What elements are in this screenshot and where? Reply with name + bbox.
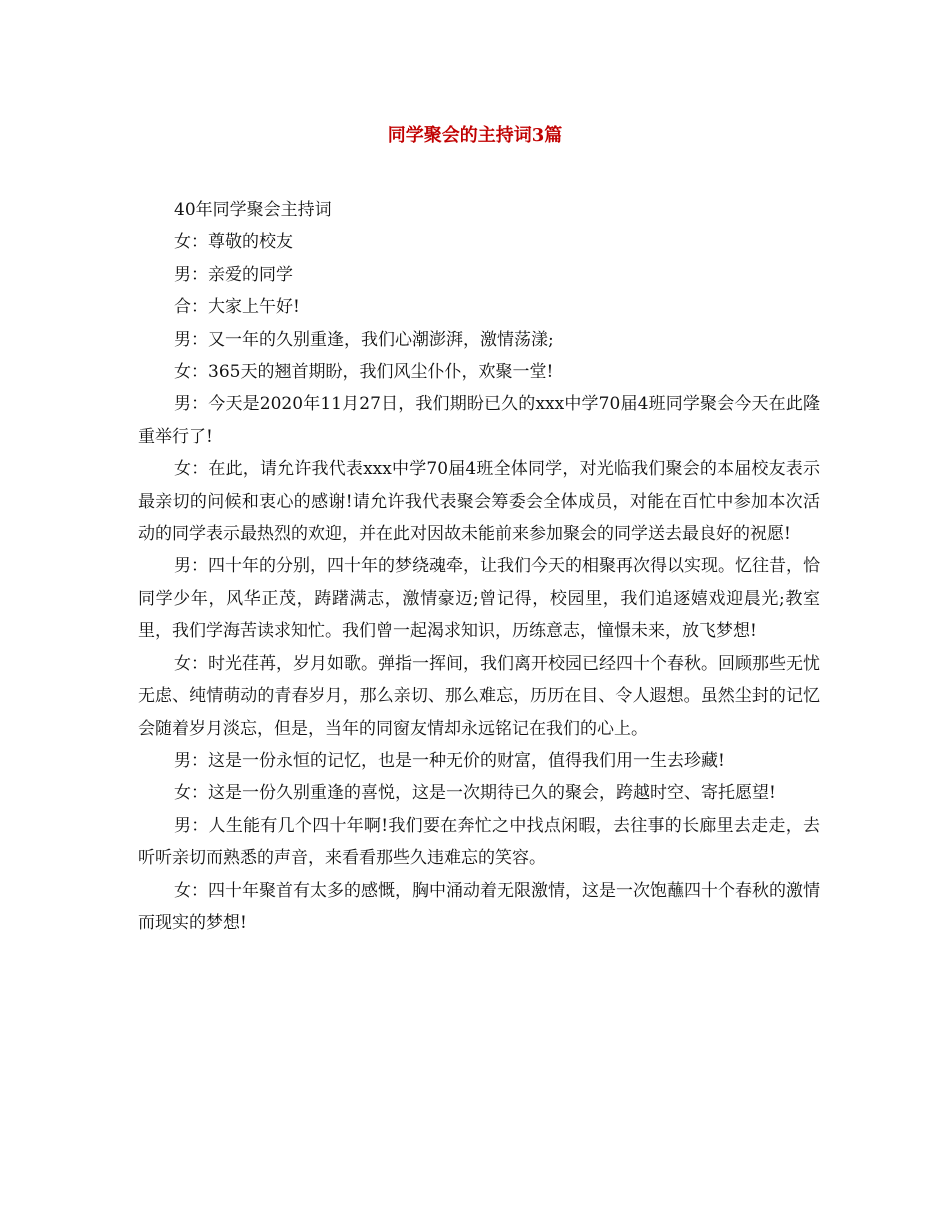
paragraph-male-reunion: 男：又一年的久别重逢，我们心潮澎湃，激情荡漾; — [174, 329, 554, 350]
paragraph-male-greeting: 男：亲爱的同学 — [174, 264, 293, 285]
document-body — [138, 194, 820, 939]
paragraph-male-eternal-memory: 男：这是一份永恒的记忆，也是一种无价的财富，值得我们用一生去珍藏! — [174, 750, 725, 771]
document-title: 同学聚会的主持词3篇 — [387, 125, 563, 146]
paragraph-female-greeting: 女：尊敬的校友 — [174, 232, 293, 253]
paragraph-male-forty-years: 男：四十年的分别，四十年的梦绕魂牵，让我们今天的相聚再次得以实现。忆往昔，恰同学少年，风华正茂，踌躇满志，激情豪迈;曾记得，校园里，我们追逐嬉戏迎晨光;教室里，我们学海苦读求知忙。我们曾一起渴求知识，历练意志，憧憬未来，放飞梦想! — [138, 556, 820, 642]
paragraph-female-emotions: 女：四十年聚首有太多的感慨，胸中涌动着无限激情，这是一次饱蘸四十个春秋的激情而现实的梦想! — [138, 880, 820, 933]
paragraph-female-365-days: 女：365天的翘首期盼，我们风尘仆仆，欢聚一堂! — [174, 362, 554, 383]
paragraph-male-life: 男：人生能有几个四十年啊!我们要在奔忙之中找点闲暇，去往事的长廊里去走走，去听听亲切而熟悉的声音，来看看那些久违难忘的笑容。 — [138, 815, 820, 869]
paragraph-female-joy: 女：这是一份久别重逢的喜悦，这是一次期待已久的聚会，跨越时空、寄托愿望! — [174, 783, 776, 804]
paragraph-heading: 40年同学聚会主持词 — [174, 200, 332, 220]
paragraph-together-greeting: 合：大家上午好! — [174, 297, 300, 318]
paragraph-male-date: 男：今天是2020年11月27日，我们期盼已久的xxx中学70届4班同学聚会今天在此隆重举行了! — [138, 394, 820, 447]
paragraph-female-welcome: 女：在此，请允许我代表xxx中学70届4班全体同学，对光临我们聚会的本届校友表示最亲切的问候和衷心的感谢!请允许我代表聚会筹委会全体成员，对能在百忙中参加本次活动的同学表示最热烈的欢迎，并在此对因故未能前来参加聚会的同学送去最良好的祝愿! — [138, 459, 820, 545]
paragraph-female-time-flies: 女：时光荏苒，岁月如歌。弹指一挥间，我们离开校园已经四十个春秋。回顾那些无忧无虑、纯情萌动的青春岁月，那么亲切、那么难忘，历历在目、令人遐想。虽然尘封的记忆会随着岁月淡忘，但是，当年的同窗友情却永远铭记在我们的心上。 — [138, 653, 820, 739]
